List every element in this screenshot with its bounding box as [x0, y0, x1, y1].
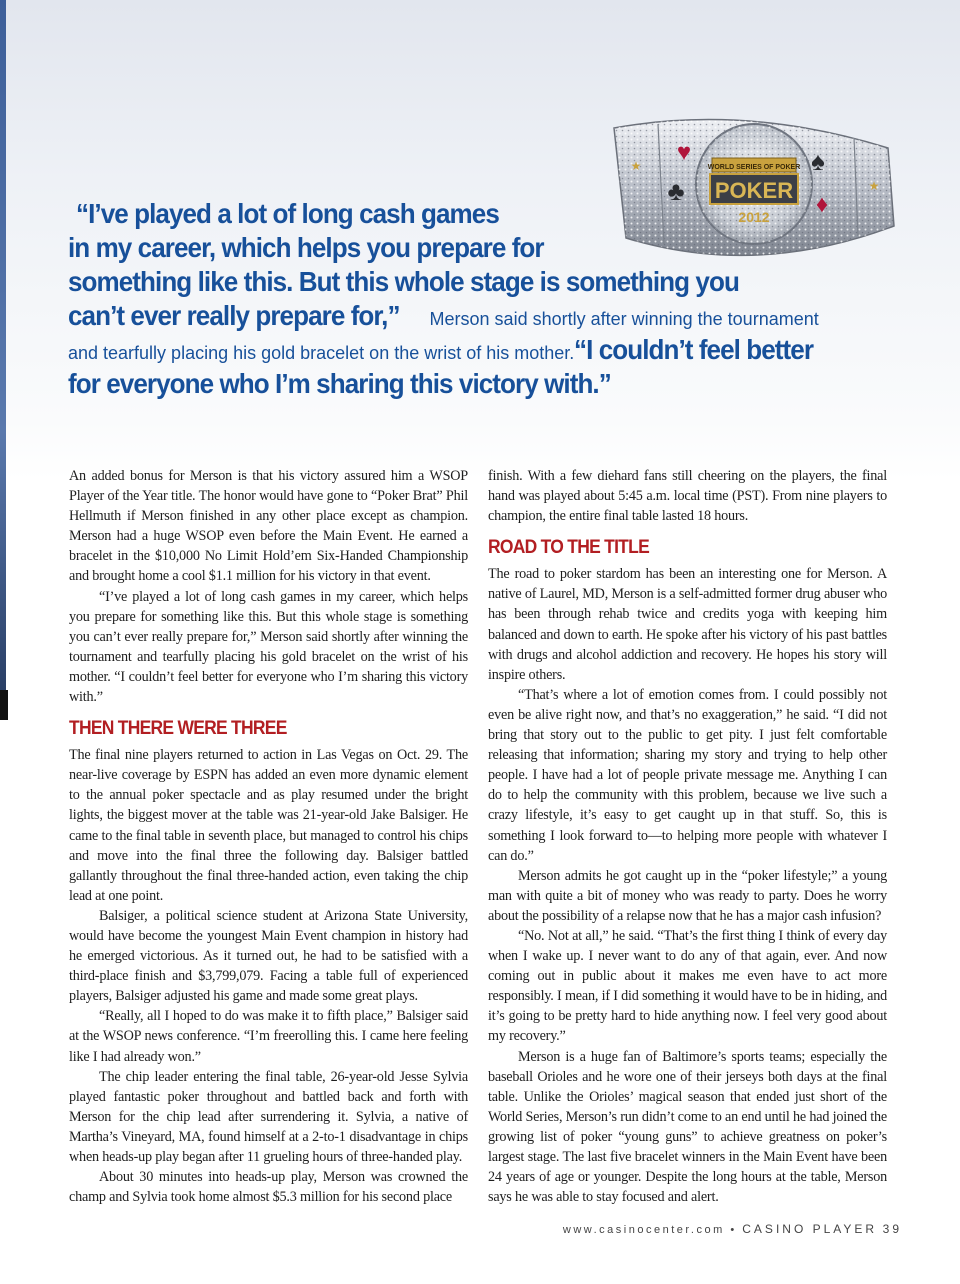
pull-quote [68, 198, 918, 402]
body-paragraph: About 30 minutes into heads-up play, Merson was crowned the champ and Sylvia took home almost $5.3 million for his second place [69, 1169, 468, 1206]
body-paragraph: finish. With a few diehard fans still cheering on the players, the final hand was played about 5:45 a.m. local time (PST). From nine players to champion, the entire final table lasted 18 hours. [488, 468, 887, 525]
section-heading: ROAD TO THE TITLE [488, 537, 649, 559]
body-paragraph: “Really, all I hoped to do was make it to fifth place,” Balsiger said at the WSOP news conference. “I’m freerolling this. I came here feeling like I had already won.” [69, 1008, 468, 1065]
footer-magazine-name: CASINO PLAYER [742, 1222, 878, 1236]
article-column-left [69, 466, 468, 1207]
left-edge-mark [0, 690, 8, 720]
pull-quote-line: something like this. But this whole stage is something you [68, 266, 739, 297]
body-paragraph: The final nine players returned to action in Las Vegas on Oct. 29. The near-live coverage by ESPN has added an even more dynamic element to the annual poker spectacle and as play resumed under the bright lights, the biggest mover at the table was 21-year-old Jake Balsiger. He came to the final table in seventh place, but managed to control his chips and move into the final three the following day. Balsiger battled gallantly throughout the final three-handed action, even taking the chip lead at one point. [69, 747, 468, 904]
body-paragraph: “No. Not at all,” he said. “That’s the first thing I think of every day when I wake up. I never want to do any of that again, ever. And now coming out in public about it makes me even have to act more responsibly. I mean, if I did something it would have to be in hiding, and it’s going to be pretty hard to hide anything now. I feel very good about my recovery.” [488, 927, 887, 1045]
article-column-right [488, 466, 887, 1207]
pull-quote-line: “I’ve played a lot of long cash games [76, 198, 499, 229]
diamond-suit-icon: ♦ [815, 192, 829, 218]
pull-quote-line: for everyone who I’m sharing this victory with.” [68, 368, 611, 399]
heart-suit-icon: ♥ [676, 140, 692, 166]
footer-separator: • [730, 1224, 737, 1236]
left-edge-strip [0, 0, 6, 720]
pull-quote-line: can’t ever really prepare for,” [68, 300, 400, 331]
body-paragraph: The road to poker stardom has been an interesting one for Merson. A native of Laurel, MD, Merson is a self-admitted former drug abuser who has been through rehab twice and credits yoga with keeping him balanced and down to earth. He spoke after his victory of his past battles with drugs and alcohol addiction and recovery. He hopes his story will inspire others. [488, 566, 887, 683]
pull-quote-line: “I couldn’t feel better [574, 334, 814, 365]
spade-suit-icon: ♠ [811, 147, 825, 176]
body-paragraph: An added bonus for Merson is that his victory assured him a WSOP Player of the Year title. The honor would have gone to “Poker Brat” Phil Hellmuth if Merson finished in any other place except as champion. Merson had a huge WSOP even before the Main Event. He earned a bracelet in the $10,000 No Limit Hold’em Six-Handed Championship and brought home a cool $1.1 million for his victory in that event. [69, 468, 468, 585]
club-suit-icon: ♣ [667, 177, 685, 206]
body-paragraph: Balsiger, a political science student at Arizona State University, would have become the youngest Main Event champion in history had he emerged victorious. As it turned out, he had to be satisfied with a third-place finish and $3,799,079. Facing a table full of experienced players, Balsiger adjusted his game and made some great plays. [69, 907, 468, 1005]
star-icon: ★ [868, 179, 880, 193]
pull-quote-attribution: and tearfully placing his gold bracelet on the wrist of his mother. [68, 343, 575, 363]
page-footer [563, 1222, 902, 1236]
body-paragraph: “I’ve played a lot of long cash games in my career, which helps you prepare for something like this. But this whole stage is something you can’t ever really prepare for,” Merson said shortly after winning the tournament and tearfully placing his gold bracelet on the wrist of his mother. “I couldn’t feel better for everyone who I’m sharing this victory with.” [69, 588, 468, 706]
footer-website: www.casinocenter.com [562, 1224, 725, 1236]
body-paragraph: The chip leader entering the final table, 26-year-old Jesse Sylvia played fantastic poker throughout and battled back and forth with Merson for the chip lead after surrendering it. Sylvia, a native of Martha’s Vineyard, MA, found himself at a 2-to-1 disadvantage in chips when heads-up play began after 11 grueling hours of three-handed play. [69, 1068, 468, 1165]
body-paragraph: Merson admits he got caught up in the “poker lifestyle;” a young man with quite a bit of money who was ready to party. Does he worry about the possibility of a relapse now that he has a major cash infusion? [488, 867, 887, 924]
pull-quote-line: in my career, which helps you prepare for [68, 232, 544, 263]
body-paragraph: Merson is a huge fan of Baltimore’s sports teams; especially the baseball Orioles and he wore one of their jerseys both days at the final table. Unlike the Orioles’ magical season that ended just short of the World Series, Merson’s run didn’t come to an end until he had joined the growing list of poker “young guns” to achieve greatness on poker’s largest stage. The last five bracelet winners in the Main Event have been 24 years of age or younger. Despite the long hours at the table, Merson says he was able to stay focused and alert. [488, 1048, 887, 1206]
bracelet-banner-text: WORLD SERIES OF POKER [707, 164, 801, 171]
star-icon: ★ [630, 159, 642, 173]
footer-page-number: 39 [882, 1222, 902, 1236]
body-paragraph: “That’s where a lot of emotion comes from. I could possibly not even be alive right now, and that’s no exaggeration,” he said. “I did not bring that story out to the public to get pity. I just felt comfortable releasing that information; sharing my story and trying to help other people. I have had a lot of people private message me. Anything I can do to help the community with this problem, because we live such a crazy lifestyle, it’s easy to get caught up in that stuff. So, this is something I look forward to—to helping more people with whatever I can do.” [488, 686, 887, 864]
section-heading: THEN THERE WERE THREE [69, 718, 287, 740]
bracelet-year-text: 2012 [738, 209, 770, 225]
bracelet-word-text: POKER [714, 178, 794, 203]
pull-quote-attribution: Merson said shortly after winning the tournament [424, 309, 819, 329]
